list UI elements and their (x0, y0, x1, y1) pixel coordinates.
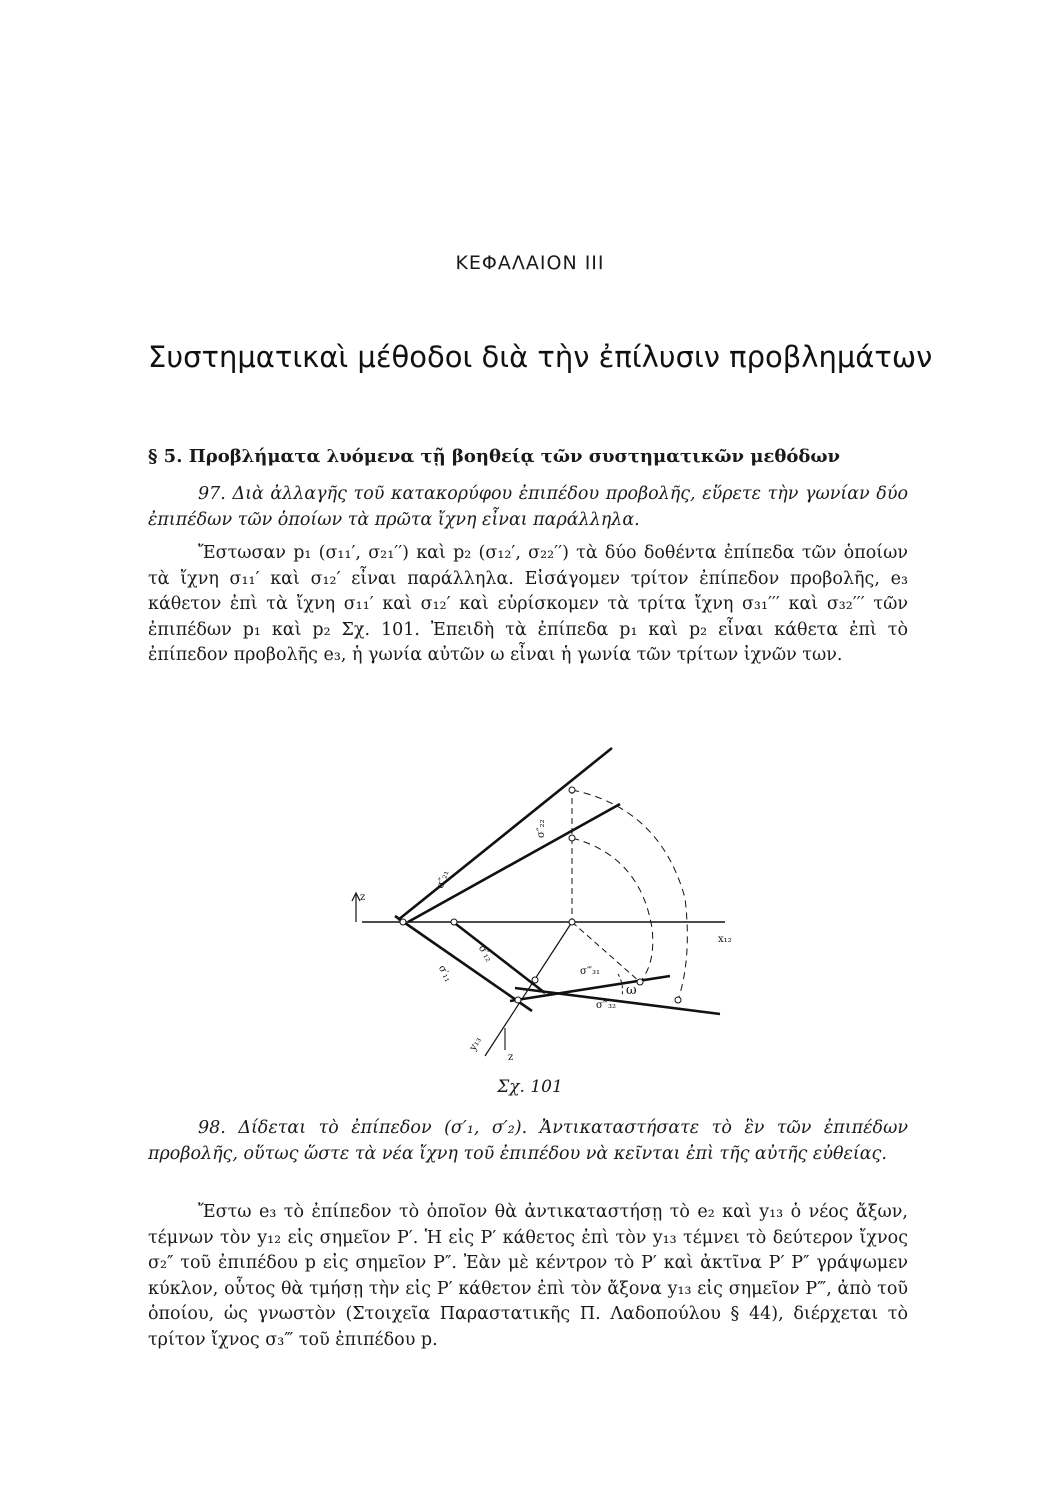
label-omega: ω (626, 983, 637, 998)
point-f (532, 977, 538, 983)
label-z-bottom: z (508, 1052, 514, 1063)
problem-97-statement-text: Διὰ ἀλλαγῆς τοῦ κατακορύφου ἐπιπέδου προβολῆς, εὕρετε τὴν γωνίαν δύο ἐπιπέδων τῶν ὁποίων τὰ πρῶτα ἴχνη εἶναι παράλληλα. (148, 484, 908, 530)
trace-s21 (408, 804, 620, 922)
problem-98-statement (148, 1116, 908, 1167)
problem-97-number: 97. (198, 484, 226, 504)
label-s21: σ″₂₁ (434, 868, 452, 891)
point-g (515, 997, 521, 1003)
label-s31: σ‴₃₁ (580, 966, 601, 977)
chapter-heading: ΚΕΦΑΛΑΙΟΝ ΙΙΙ (455, 252, 605, 274)
problem-97-statement (148, 482, 908, 533)
label-s32: σ‴₃₂ (596, 1000, 617, 1011)
label-s12: σ′₁₂ (475, 943, 495, 964)
point-d (451, 919, 457, 925)
section-heading: § 5. Προβλήματα λυόμενα τῇ βοηθείᾳ τῶν συστηματικῶν μεθόδων (148, 446, 840, 467)
label-y13: y₁₃ (467, 1035, 484, 1053)
trace-s32 (515, 988, 720, 1014)
figure-caption: Σχ. 101 (497, 1077, 563, 1097)
point-h (637, 979, 643, 985)
label-s11: σ′₁₁ (435, 963, 454, 984)
construction-arc-inner (572, 838, 653, 982)
label-s22: σ″₂₂ (536, 819, 547, 838)
point-i (675, 997, 681, 1003)
chapter-title: Συστηματικαὶ μέθοδοι διὰ τὴν ἐπίλυσιν προβλημάτων (148, 340, 933, 374)
point-e (569, 919, 575, 925)
point-c (400, 919, 406, 925)
label-z-top: z (360, 892, 366, 903)
label-x12: x₁₂ (718, 934, 732, 945)
trace-s22 (398, 748, 612, 920)
problem-98-solution: Ἔστω e₃ τὸ ἐπίπεδον τὸ ὁποῖον θὰ ἀντικαταστήσῃ τὸ e₂ καὶ y₁₃ ὁ νέος ἄξων, τέμνων τὸν y₁₂ εἰς σημεῖον P′. Ἡ εἰς P′ κάθετος ἐπὶ τὸν y₁₃ τέμνει τὸ δεύτερον ἴχνος σ₂″ τοῦ ἐπιπέδου p εἰς σημεῖον P″. Ἐὰν μὲ κέντρον τὸ P′ καὶ ἀκτῖνα P′ P″ γράψωμεν κύκλον, οὗτος θὰ τμήσῃ τὴν εἰς P′ κάθετον ἐπὶ τὸν ἄξονα y₁₃ εἰς σημεῖον P‴, ἀπὸ τοῦ ὁποίου, ὡς γνωστὸν (Στοιχεῖα Παραστατικῆς Π. Λαδοπούλου § 44), διέρχεται τὸ τρίτον ἴχνος σ₃‴ τοῦ ἐπιπέδου p. (148, 1202, 908, 1350)
point-a (569, 787, 575, 793)
problem-98-number: 98. (198, 1118, 226, 1138)
point-b (569, 835, 575, 841)
trace-s12 (452, 921, 545, 993)
problem-98-statement-text: Δίδεται τὸ ἐπίπεδον (σ′₁, σ′₂). Ἀντικαταστήσατε τὸ ἓν τῶν ἐπιπέδων προβολῆς, οὕτως ὥστε τὰ νέα ἴχνη τοῦ ἐπιπέδου νὰ κεῖνται ἐπὶ τῆς αὐτῆς εὐθείας. (148, 1118, 908, 1164)
problem-97-solution: Ἔστωσαν p₁ (σ₁₁′, σ₂₁′′) καὶ p₂ (σ₁₂′, σ₂₂′′) τὰ δύο δοθέντα ἐπίπεδα τῶν ὁποίων τὰ ἴχνη σ₁₁′ καὶ σ₁₂′ εἶναι παράλληλα. Εἰσάγομεν τρίτον ἐπίπεδον προβολῆς, e₃ κάθετον ἐπὶ τὰ ἴχνη σ₁₁′ καὶ σ₁₂′ καὶ εὑρίσκομεν τὰ τρίτα ἴχνη σ₃₁′′′ καὶ σ₃₂′′′ τῶν ἐπιπέδων p₁ καὶ p₂ Σχ. 101. Ἐπειδὴ τὰ ἐπίπεδα p₁ καὶ p₂ εἶναι κάθετα ἐπὶ τὸ ἐπίπεδον προβολῆς e₃, ἡ γωνία αὐτῶν ω εἶναι ἡ γωνία τῶν τρίτων ἰχνῶν των. (148, 543, 908, 665)
figure-101 (340, 738, 740, 1070)
